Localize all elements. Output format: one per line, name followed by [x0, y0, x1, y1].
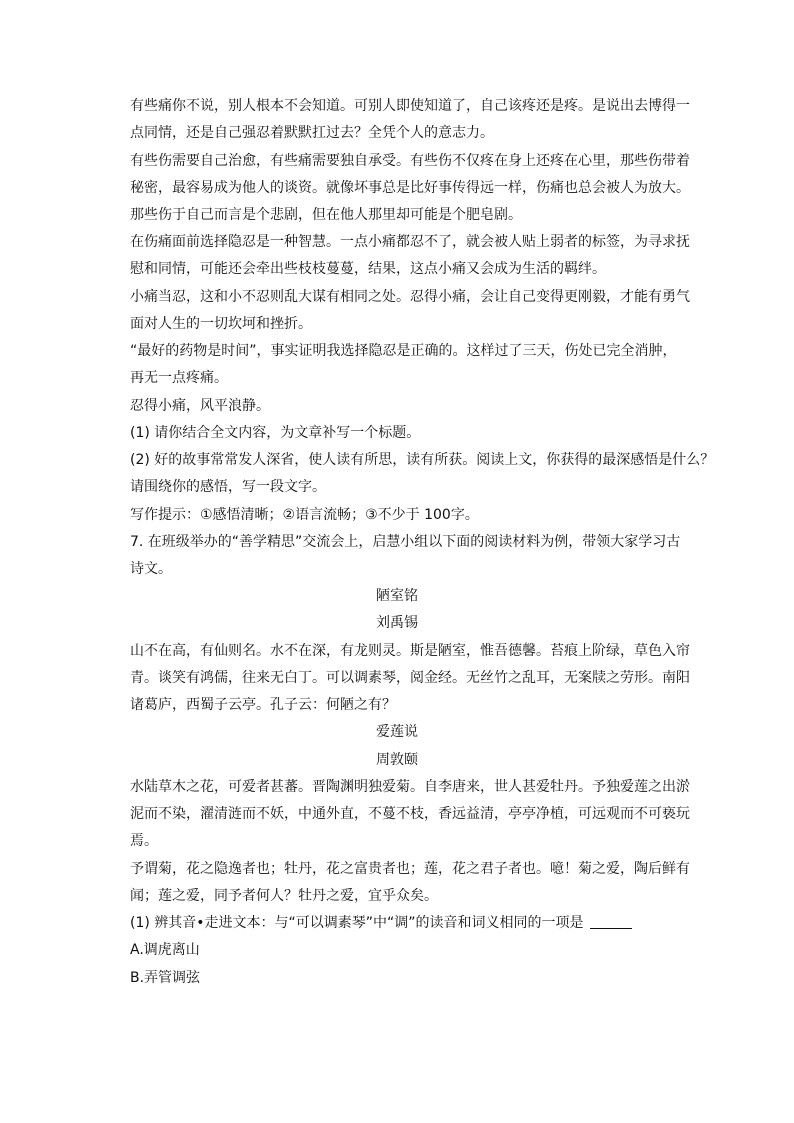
poem-author: 刘禹锡 [376, 615, 418, 631]
question-line: 7. 在班级举办的“善学精思”交流会上，启慧小组以下面的阅读材料为例，带领大家学习古 [130, 534, 681, 550]
option-a: A.调虎离山 [130, 942, 200, 958]
paragraph-line: 点同情，还是自己强忍着默默扛过去？全凭个人的意志力。 [130, 125, 494, 141]
question-line: 请围绕你的感悟，写一段文字。 [130, 479, 326, 495]
poem-line: 诸葛庐，西蜀子云亭。孔子云：何陋之有？ [130, 697, 396, 713]
paragraph-line: 面对人生的一切坎坷和挫折。 [130, 316, 312, 332]
question-line: (2) 好的故事常常发人深省，使人读有所思，读有所获。阅读上文，你获得的最深感悟是什么？ [130, 452, 715, 468]
paragraph-line: 再无一点疼痛。 [130, 370, 228, 386]
poem-title: 陋室铭 [376, 588, 418, 604]
paragraph-line: 有些伤需要自己治愈，有些痛需要独自承受。有些伤不仅疼在身上还疼在心里，那些伤带着 [130, 153, 690, 169]
poem-line: 予谓菊，花之隐逸者也；牡丹，花之富贵者也；莲，花之君子者也。噫！菊之爱，陶后鲜有 [130, 861, 690, 877]
paragraph-line: 小痛当忍，这和小不忍则乱大谋有相同之处。忍得小痛，会让自己变得更刚毅，才能有勇气 [130, 289, 690, 305]
poem-line: 焉。 [130, 833, 158, 849]
poem-line: 山不在高，有仙则名。水不在深，有龙则灵。斯是陋室，惟吾德馨。苔痕上阶绿，草色入帘 [130, 643, 690, 659]
poem-line: 青。谈笑有鸿儒，往来无白丁。可以调素琴，阅金经。无丝竹之乱耳，无案牍之劳形。南阳 [130, 670, 690, 686]
paragraph-line: 那些伤于自己而言是个悲剧，但在他人那里却可能是个肥皂剧。 [130, 207, 522, 223]
paragraph-line: 在伤痛面前选择隐忍是一种智慧。一点小痛都忍不了，就会被人贴上弱者的标签，为寻求抚 [130, 234, 690, 250]
option-b: B.弄管调弦 [130, 970, 201, 986]
question-line: (1) 请你结合全文内容，为文章补写一个标题。 [130, 425, 421, 441]
paragraph-line: 忍得小痛，风平浪静。 [130, 398, 270, 414]
question-line [130, 913, 632, 933]
poem-line: 泥而不染，濯清涟而不妖，中通外直，不蔓不枝，香远益清，亭亭净植，可远观而不可亵玩 [130, 806, 690, 822]
paragraph-line: 慰和同情，可能还会牵出些枝枝蔓蔓，结果，这点小痛又会成为生活的羁绊。 [130, 261, 606, 277]
paragraph-line: 秘密，最容易成为他人的谈资。就像坏事总是比好事传得远一样，伤痛也总会被人为放大。 [130, 180, 690, 196]
poem-title: 爱莲说 [376, 724, 418, 740]
question-text: (1) 辨其音•走进文本：与“可以调素琴”中“调”的读音和词义相同的一项是 [130, 915, 584, 931]
question-line: 诗文。 [130, 561, 172, 577]
poem-line: 水陆草木之花，可爱者甚蕃。晋陶渊明独爱菊。自李唐来，世人甚爱牡丹。予独爱莲之出淤 [130, 779, 690, 795]
paragraph-line: “最好的药物是时间”，事实证明我选择隐忍是正确的。这样过了三天，伤处已完全消肿， [130, 343, 677, 359]
answer-blank[interactable] [590, 914, 632, 929]
poem-author: 周敦颐 [376, 752, 418, 768]
paragraph-line: 有些痛你不说，别人根本不会知道。可别人即使知道了，自己该疼还是疼。是说出去博得一 [130, 98, 690, 114]
poem-line: 闻；莲之爱，同予者何人？牡丹之爱，宜乎众矣。 [130, 888, 438, 904]
writing-tips: 写作提示：①感悟清晰；②语言流畅；③不少于 100字。 [130, 507, 479, 523]
